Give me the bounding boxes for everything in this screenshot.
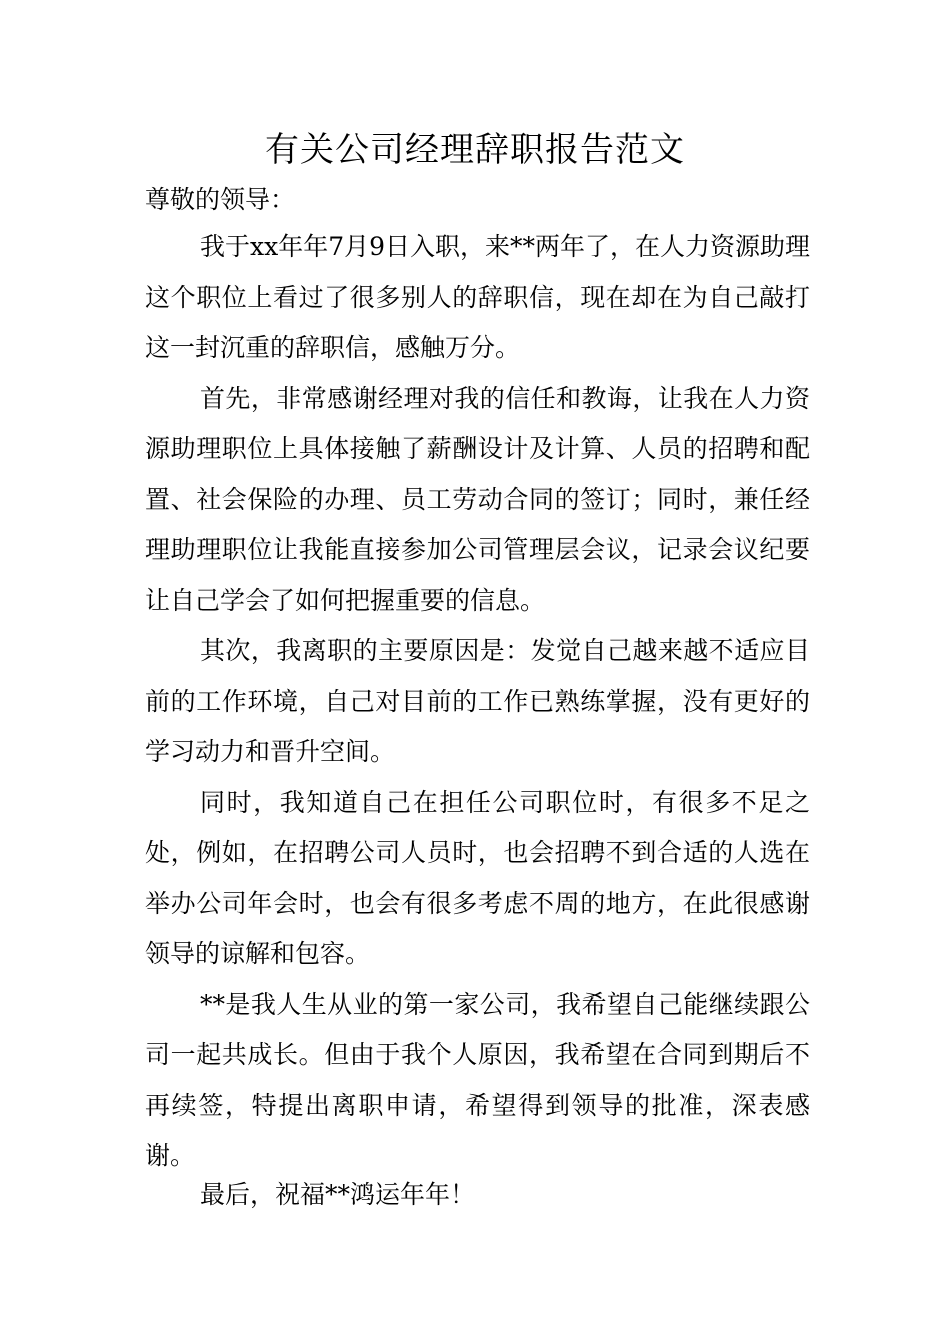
paragraph-5: **是我人生从业的第一家公司，我希望自己能继续跟公司一起共成长。但由于我个人原因，我希望在合同到期后不再续签，特提出离职申请，希望得到领导的批准，深表感谢。: [145, 989, 810, 1170]
salutation: 尊敬的领导：: [145, 185, 296, 214]
paragraph-3: 其次，我离职的主要原因是：发觉自己越来越不适应目前的工作环境，自己对目前的工作已熟练掌握，没有更好的学习动力和晋升空间。: [145, 636, 810, 766]
closing-line: 最后，祝福**鸿运年年！: [200, 1180, 476, 1209]
paragraph-2: 首先，非常感谢经理对我的信任和教诲，让我在人力资源助理职位上具体接触了薪酬设计及计算、人员的招聘和配置、社会保险的办理、员工劳动合同的签订；同时，兼任经理助理职位让我能直接参加公司管理层会议，记录会议纪要让自己学会了如何把握重要的信息。: [145, 383, 810, 615]
paragraph-4: 同时，我知道自己在担任公司职位时，有很多不足之处，例如，在招聘公司人员时，也会招聘不到合适的人选在举办公司年会时，也会有很多考虑不周的地方，在此很感谢领导的谅解和包容。: [145, 787, 810, 968]
body-paragraphs: [145, 222, 810, 1182]
document-title: 有关公司经理辞职报告范文: [265, 130, 685, 170]
paragraph-1: 我于xx年年7月9日入职，来**两年了，在人力资源助理这个职位上看过了很多别人的辞职信，现在却在为自己敲打这一封沉重的辞职信，感触万分。: [145, 232, 811, 362]
